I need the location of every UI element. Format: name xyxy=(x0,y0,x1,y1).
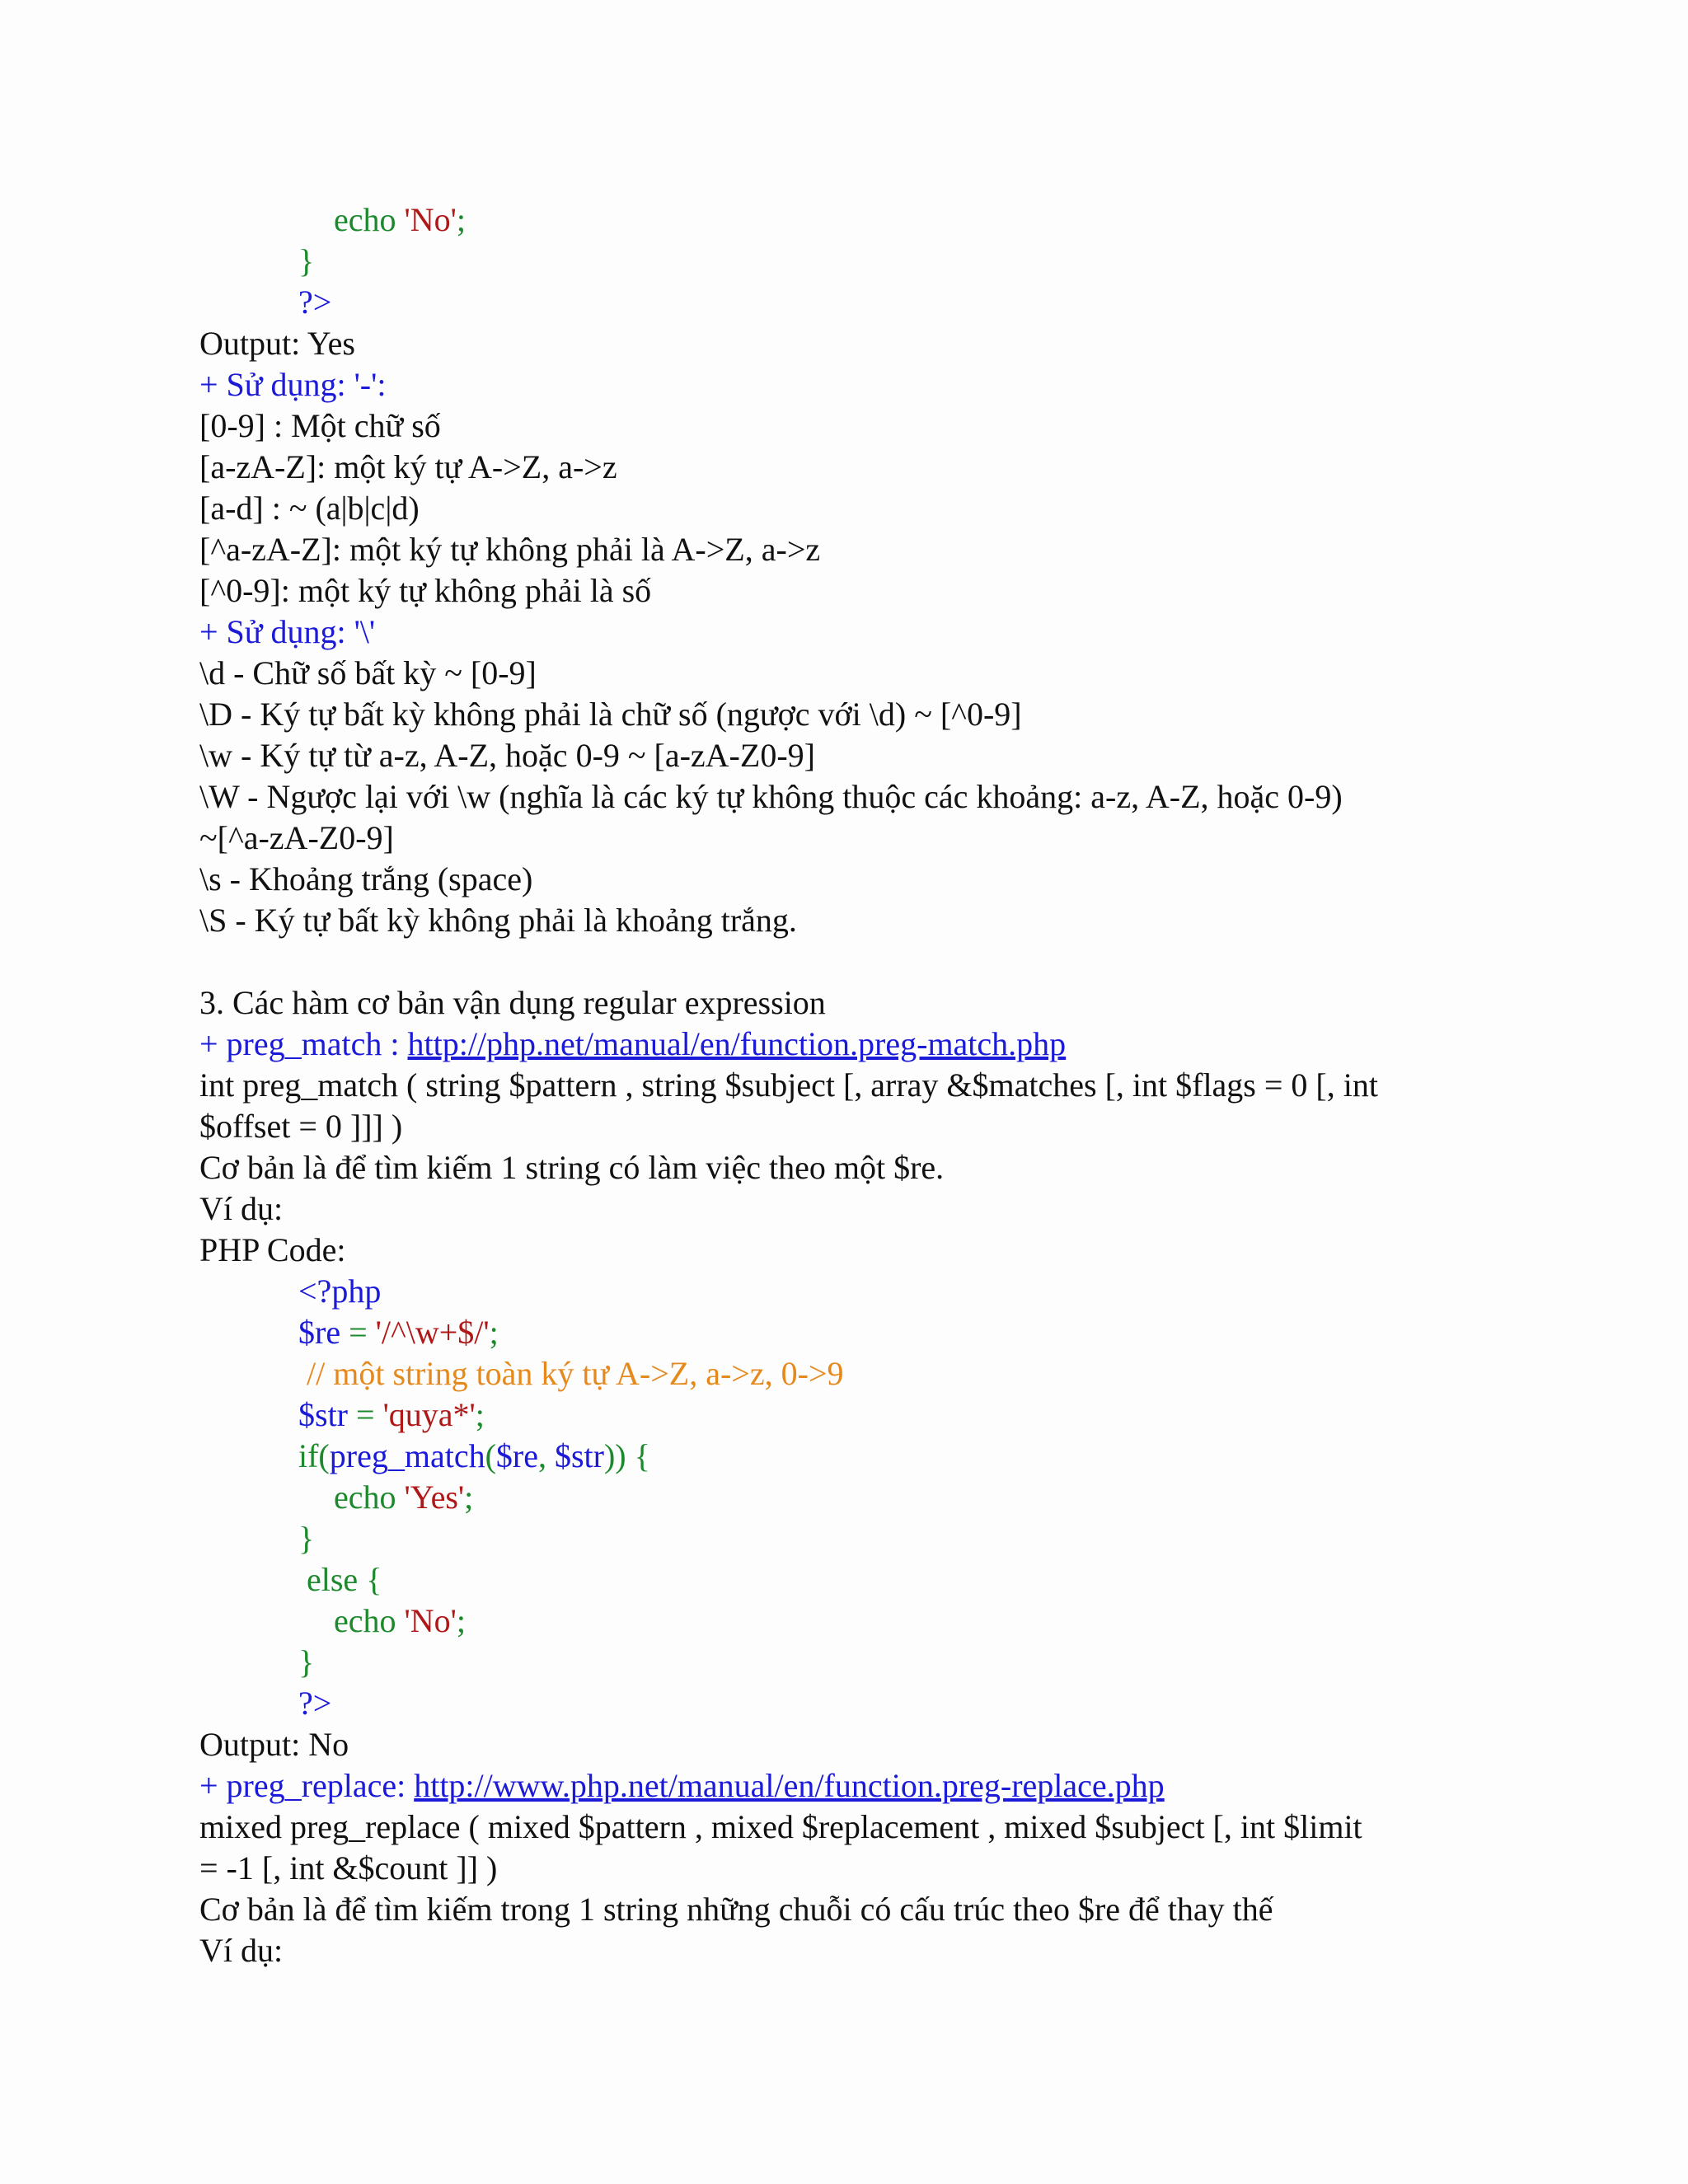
preg-replace-signature-cont: = -1 [, int &$count ]] ) xyxy=(199,1849,498,1886)
backslash-line: \s - Khoảng trắng (space) xyxy=(199,860,533,898)
backslash-line: ~[^a-zA-Z0-9] xyxy=(199,819,394,856)
code-brace-top: } xyxy=(298,242,315,279)
code-if-line: if(preg_match($re, $str)) { xyxy=(298,1437,650,1474)
example-label: Ví dụ: xyxy=(199,1932,284,1969)
dash-line: [0-9] : Một chữ số xyxy=(199,407,441,444)
preg-replace-link[interactable]: http://www.php.net/manual/en/function.preg-replace.php xyxy=(414,1767,1165,1804)
preg-match-heading: + preg_match : http://php.net/manual/en/function.preg-match.php xyxy=(199,1025,1067,1062)
preg-match-description: Cơ bản là để tìm kiếm 1 string có làm việc theo một $re. xyxy=(199,1149,945,1186)
dash-line: [a-d] : ~ (a|b|c|d) xyxy=(199,490,420,527)
code-echo-yes: echo 'Yes'; xyxy=(334,1479,474,1516)
code-brace-close: } xyxy=(298,1643,315,1680)
code-str-assign: $str = 'quya*'; xyxy=(298,1396,485,1433)
code-close-tag-top: ?> xyxy=(298,284,332,321)
output-no: Output: No xyxy=(199,1726,349,1763)
code-echo-no: echo 'No'; xyxy=(334,1602,466,1639)
section-3-title: 3. Các hàm cơ bản vận dụng regular expression xyxy=(199,984,826,1021)
preg-replace-signature: mixed preg_replace ( mixed $pattern , mixed $replacement , mixed $subject [, int $limit xyxy=(199,1808,1362,1845)
backslash-line: \d - Chữ số bất kỳ ~ [0-9] xyxy=(199,654,537,691)
backslash-heading: + Sử dụng: '\' xyxy=(199,613,376,650)
backslash-line: \D - Ký tự bất kỳ không phải là chữ số (ngược với \d) ~ [^0-9] xyxy=(199,696,1022,733)
code-open-tag: <?php xyxy=(298,1272,382,1310)
backslash-line: \S - Ký tự bất kỳ không phải là khoảng trắng. xyxy=(199,902,797,939)
code-label: PHP Code: xyxy=(199,1231,346,1268)
preg-match-link[interactable]: http://php.net/manual/en/function.preg-match.php xyxy=(407,1025,1067,1062)
preg-replace-heading: + preg_replace: http://www.php.net/manual/en/function.preg-replace.php xyxy=(199,1767,1165,1804)
backslash-line: \W - Ngược lại với \w (nghĩa là các ký tự không thuộc các khoảng: a-z, A-Z, hoặc 0-9) xyxy=(199,778,1343,815)
preg-match-signature-cont: $offset = 0 ]]] ) xyxy=(199,1108,403,1145)
dash-heading: + Sử dụng: '-': xyxy=(199,366,387,403)
code-close-tag: ?> xyxy=(298,1685,332,1722)
dash-line: [^0-9]: một ký tự không phải là số xyxy=(199,572,652,609)
preg-match-signature: int preg_match ( string $pattern , string $subject [, array &$matches [, int $flags = 0 [, int xyxy=(199,1066,1378,1104)
dash-line: [a-zA-Z]: một ký tự A->Z, a->z xyxy=(199,448,617,485)
output-yes: Output: Yes xyxy=(199,325,355,362)
preg-replace-description: Cơ bản là để tìm kiếm trong 1 string những chuỗi có cấu trúc theo $re để thay thế xyxy=(199,1891,1273,1928)
dash-line: [^a-zA-Z]: một ký tự không phải là A->Z, a->z xyxy=(199,531,821,568)
code-brace-close: } xyxy=(298,1520,315,1557)
backslash-line: \w - Ký tự từ a-z, A-Z, hoặc 0-9 ~ [a-zA-Z0-9] xyxy=(199,737,815,774)
example-label: Ví dụ: xyxy=(199,1190,284,1227)
code-re-assign: $re = '/^\w+$/'; xyxy=(298,1314,499,1351)
code-echo-no-top: echo 'No'; xyxy=(334,201,466,238)
code-comment: // một string toàn ký tự A->Z, a->z, 0->9 xyxy=(307,1355,844,1392)
code-else: else { xyxy=(307,1561,382,1598)
